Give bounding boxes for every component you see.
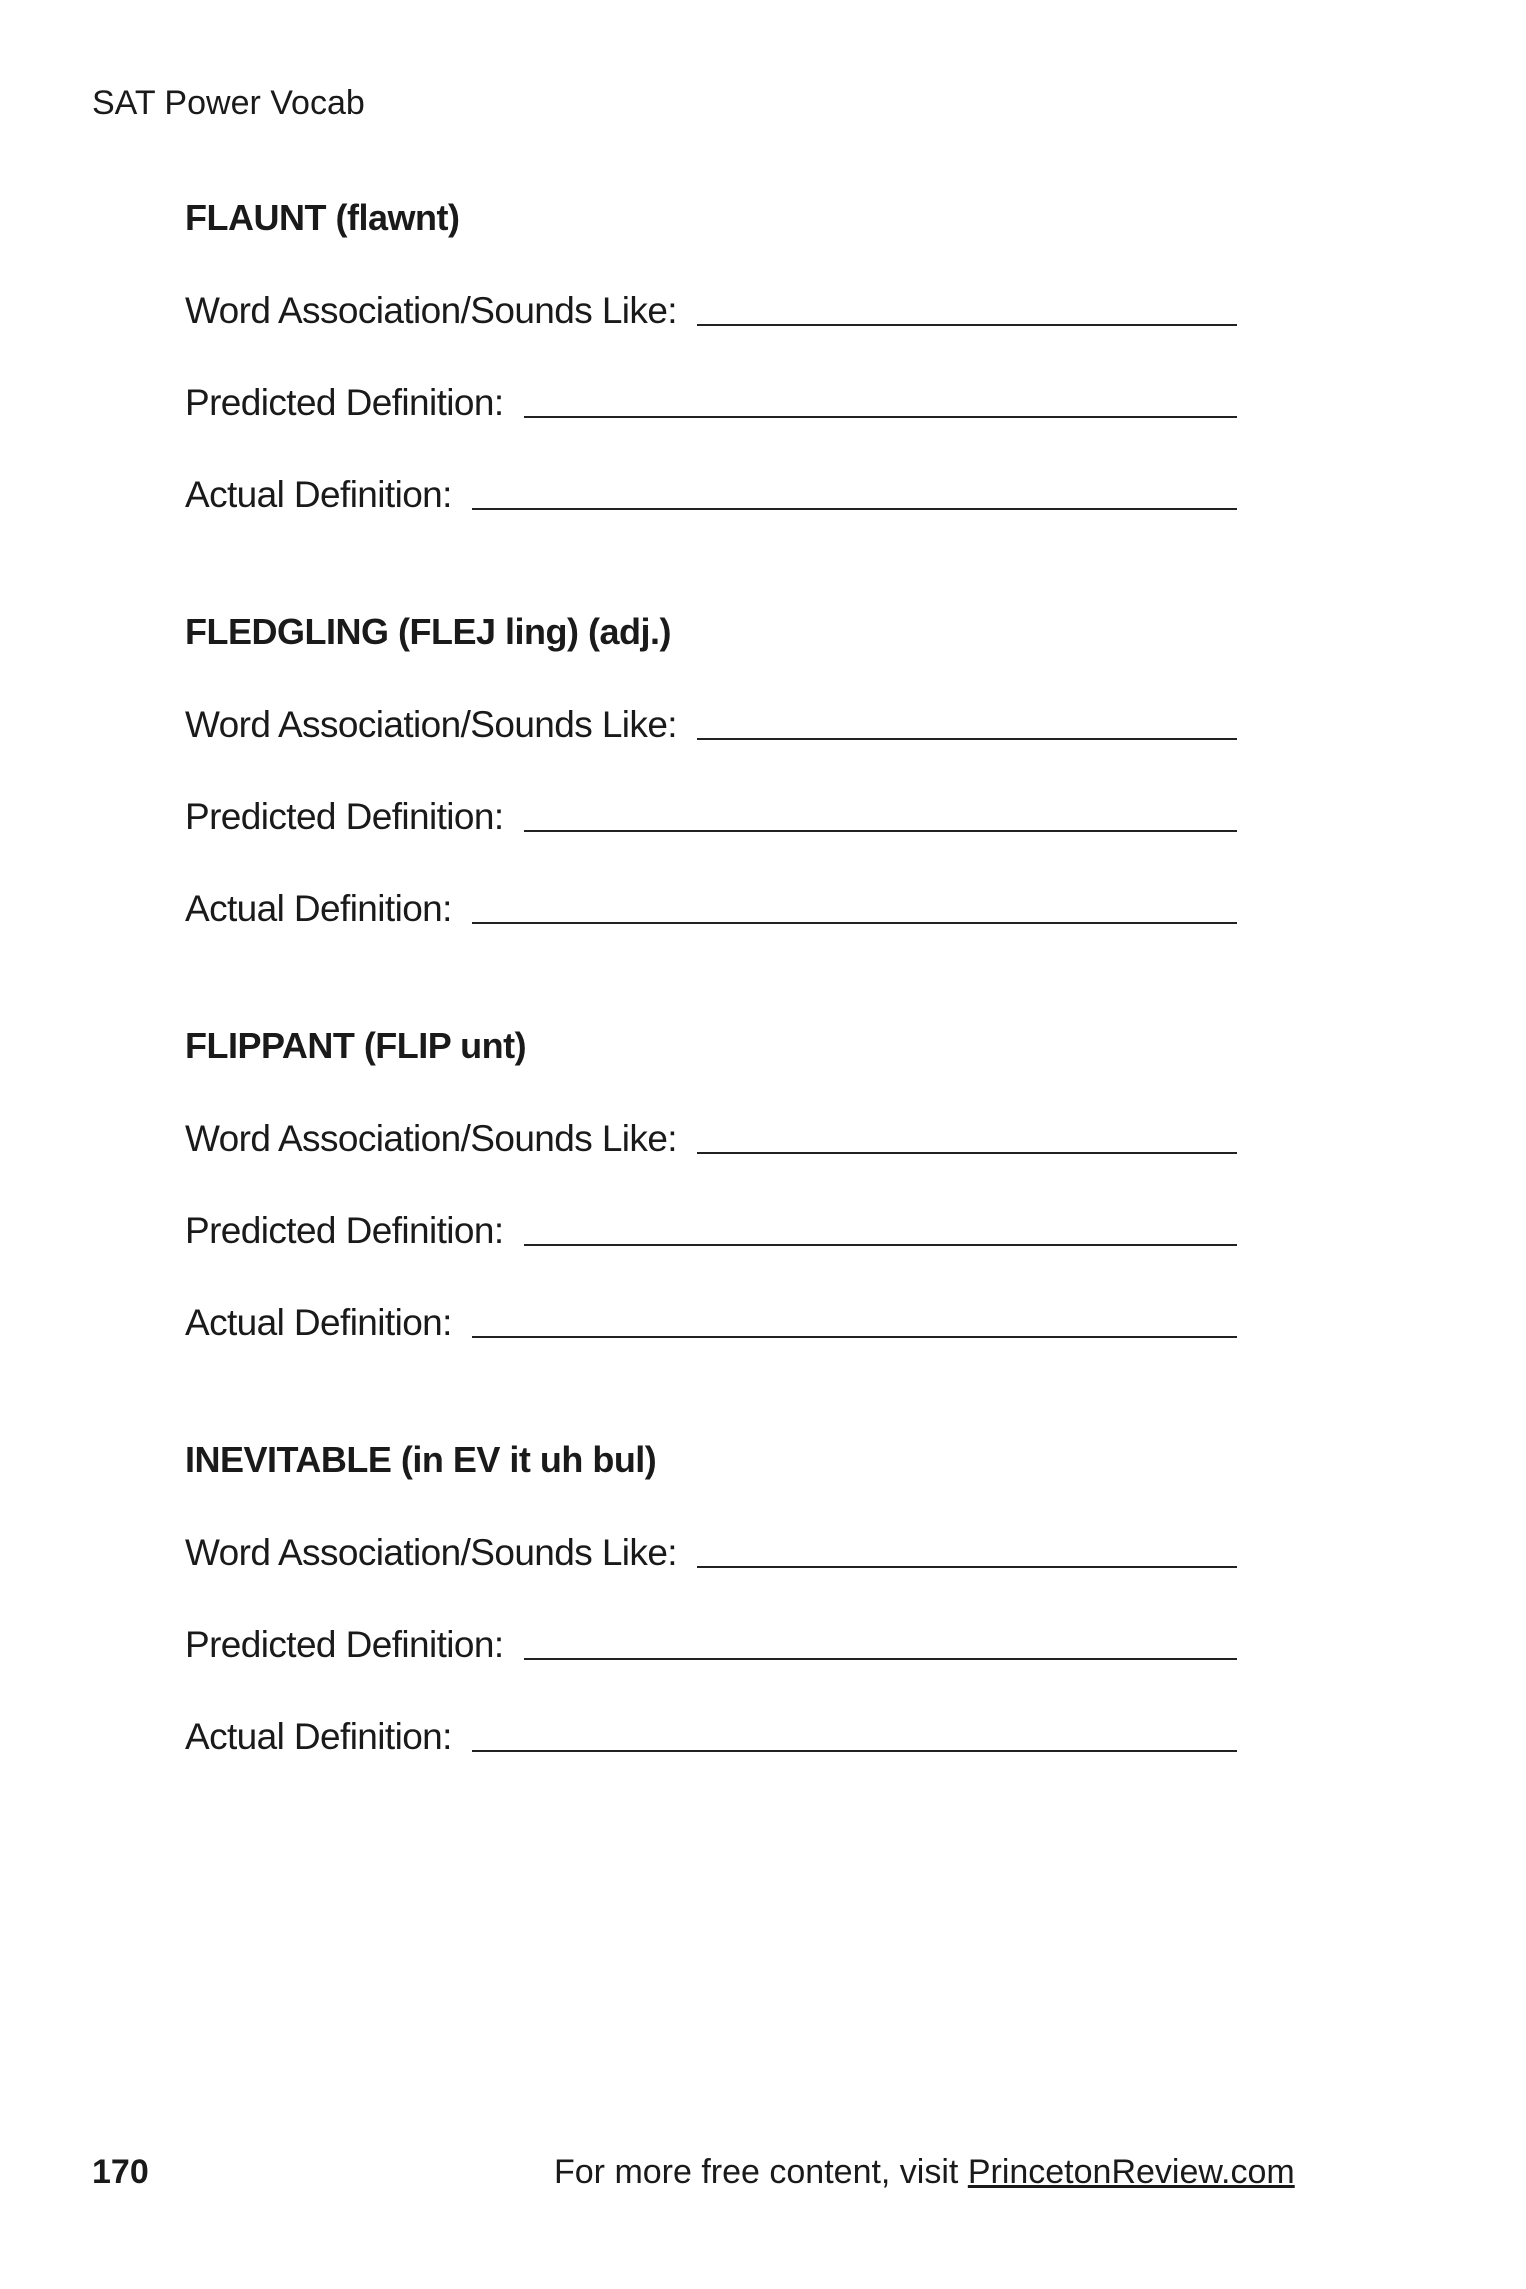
field-predicted-definition	[185, 380, 1237, 424]
field-label: Actual Definition:	[185, 1716, 452, 1757]
answer-blank	[524, 1244, 1237, 1246]
vocab-word: FLEDGLING (FLEJ ling) (adj.)	[185, 611, 671, 652]
field-label: Actual Definition:	[185, 1302, 452, 1343]
answer-blank	[697, 1566, 1237, 1568]
running-head: SAT Power Vocab	[92, 84, 365, 122]
answer-blank	[472, 1336, 1237, 1338]
answer-blank	[697, 324, 1237, 326]
vocab-word: FLAUNT (flawnt)	[185, 197, 460, 238]
field-predicted-definition	[185, 794, 1237, 838]
field-label: Word Association/Sounds Like:	[185, 1118, 677, 1159]
field-word-association	[185, 1530, 1237, 1574]
field-label: Predicted Definition:	[185, 1210, 504, 1251]
answer-blank	[697, 738, 1237, 740]
answer-blank	[472, 922, 1237, 924]
field-label: Word Association/Sounds Like:	[185, 1532, 677, 1573]
answer-blank	[697, 1152, 1237, 1154]
field-actual-definition	[185, 1714, 1237, 1758]
footer-note	[554, 2153, 1295, 2192]
answer-blank	[524, 1658, 1237, 1660]
page-number: 170	[92, 2153, 149, 2191]
field-label: Word Association/Sounds Like:	[185, 704, 677, 745]
princeton-review-link[interactable]: PrincetonReview.com	[967, 2153, 1295, 2191]
answer-blank	[524, 416, 1237, 418]
answer-blank	[472, 1750, 1237, 1752]
vocab-entry	[185, 1024, 1237, 1344]
field-label: Actual Definition:	[185, 888, 452, 929]
field-label: Actual Definition:	[185, 474, 452, 515]
field-label: Word Association/Sounds Like:	[185, 290, 677, 331]
vocab-word: INEVITABLE (in EV it uh bul)	[185, 1439, 657, 1480]
field-actual-definition	[185, 472, 1237, 516]
vocab-entry	[185, 610, 1237, 930]
vocab-entry	[185, 1438, 1237, 1758]
field-actual-definition	[185, 1300, 1237, 1344]
vocab-entry	[185, 196, 1237, 516]
field-word-association	[185, 288, 1237, 332]
field-label: Predicted Definition:	[185, 796, 504, 837]
vocab-word: FLIPPANT (FLIP unt)	[185, 1025, 527, 1066]
field-predicted-definition	[185, 1622, 1237, 1666]
footer-text: For more free content, visit	[554, 2153, 968, 2191]
field-word-association	[185, 1116, 1237, 1160]
answer-blank	[524, 830, 1237, 832]
field-actual-definition	[185, 886, 1237, 930]
field-label: Predicted Definition:	[185, 1624, 504, 1665]
answer-blank	[472, 508, 1237, 510]
field-label: Predicted Definition:	[185, 382, 504, 423]
field-predicted-definition	[185, 1208, 1237, 1252]
field-word-association	[185, 702, 1237, 746]
